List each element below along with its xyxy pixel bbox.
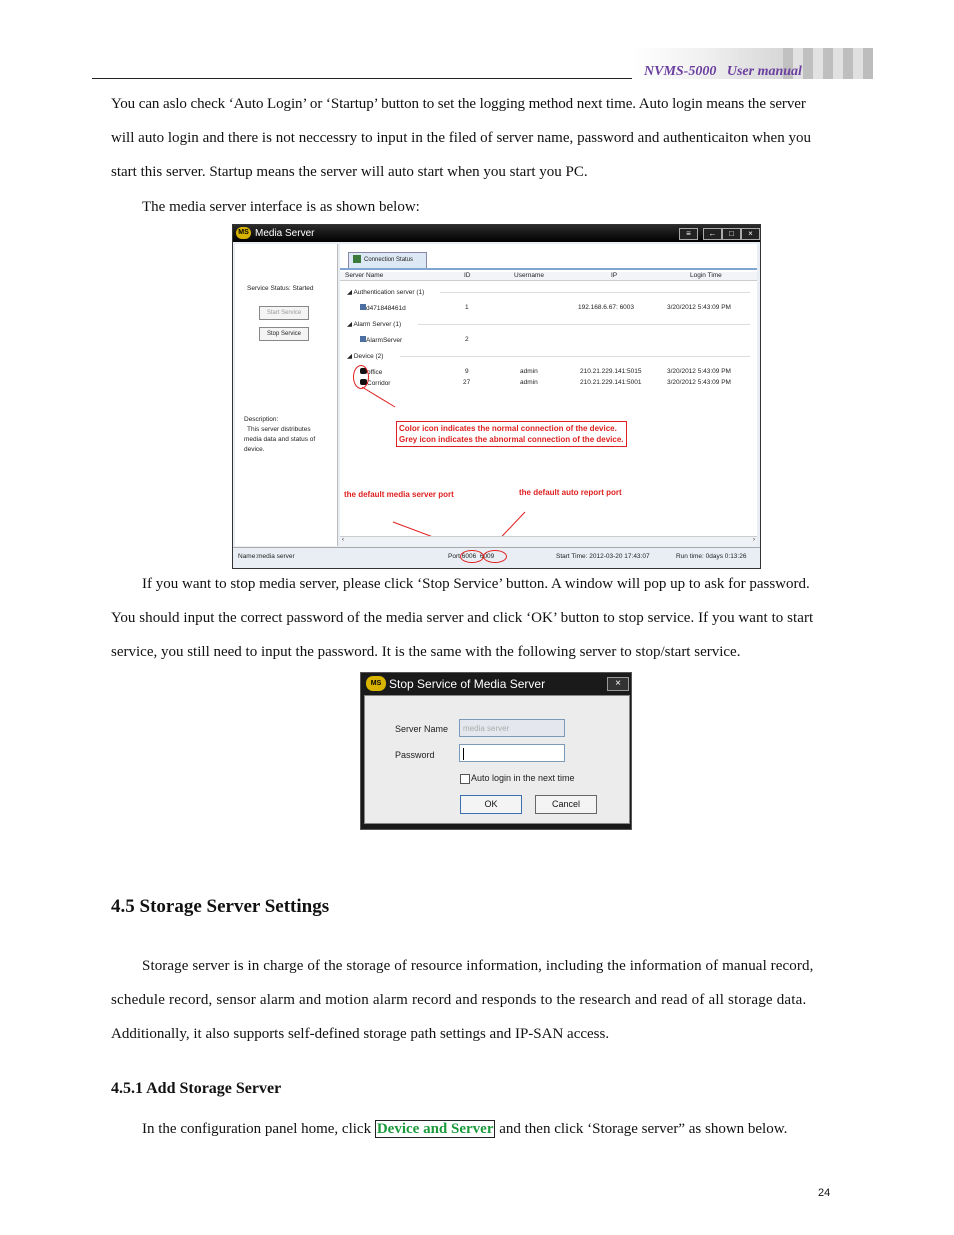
port-label: Port: [448,553,462,560]
text-line: service, you still need to input the password. It is the same with the following server to stop/start service. [111,644,741,660]
row-ip: 192.168.6.67: 6003 [578,304,635,311]
group-label: Authentication server (1) [353,289,425,296]
report-port-value: 6009 [479,553,495,560]
menu-icon[interactable]: ≡ [679,228,698,240]
subsection-heading: 4.5.1 Add Storage Server [111,1080,282,1097]
text-cursor [463,748,464,760]
row-id: 2 [465,336,469,343]
device-and-server-link[interactable]: Device and Server [376,1121,494,1137]
password-label: Password [395,750,435,760]
intro-caption [142,190,420,224]
group-label: Alarm Server (1) [353,321,402,328]
report-port-circle [483,550,507,563]
server-name-label: Server Name [395,724,449,734]
text-line: You can aslo check ‘Auto Login’ or ‘Startup’ button to set the logging method next time. Auto login means the server [111,96,806,112]
stop-service-dialog [360,672,632,830]
row-name: Corridor [367,380,391,387]
col-login-time[interactable]: Login Time [690,272,722,279]
status-start-time: Start Time: 2012-03-20 17:43:07 [556,553,650,560]
auto-login-label[interactable]: Auto login in the next time [471,773,575,783]
row-ip: 210.21.229.141:5001 [580,379,642,386]
group-device[interactable]: ◢ Device (2) [347,353,384,360]
row-time: 3/20/2012 5:43:09 PM [667,368,731,375]
status-run-time: Run time: 0days 0:13:26 [676,553,747,560]
row-user: admin [520,368,538,375]
section-heading: 4.5 Storage Server Settings [111,896,330,917]
media-server-window [232,224,761,569]
horizontal-scrollbar[interactable] [340,536,757,546]
stop-service-paragraph [111,567,847,669]
row-name: d471848461d [366,305,406,312]
cancel-button[interactable]: Cancel [535,795,597,814]
ms-logo-icon: MS [236,227,251,239]
port-circle [460,550,484,563]
status-name: Name:media server [238,553,295,560]
status-bar [233,547,760,568]
row-id: 1 [465,304,469,311]
storage-paragraph [111,949,847,1051]
col-id[interactable]: ID [464,272,471,279]
row-id: 27 [463,379,471,386]
description-line: media data and status of [244,436,316,443]
annotation-arrows [340,244,757,546]
server-name-field[interactable]: media server [459,719,565,737]
icon-annotation-box [396,421,627,447]
connection-pane [340,244,757,546]
text-line: Additionally, it also supports self-defined storage path settings and IP-SAN access. [111,1026,610,1042]
port-value: 6006 [461,553,477,560]
row-id: 9 [465,368,469,375]
text-line: The media server interface is as shown below: [142,199,420,215]
start-service-button[interactable]: Start Service [259,306,309,320]
row-time: 3/20/2012 5:43:09 PM [667,304,731,311]
header-rule [92,78,632,79]
annotation-line: Color icon indicates the normal connection of the device. [399,424,617,433]
intro-paragraph [111,87,847,189]
group-authentication[interactable]: ◢ Authentication server (1) [347,289,425,296]
row-name: AlarmServer [366,337,403,344]
row-time: 3/20/2012 5:43:09 PM [667,379,731,386]
group-label: Device (2) [353,353,384,360]
scroll-left-icon[interactable]: ‹ [342,537,344,543]
password-field[interactable] [459,744,565,762]
dialog-body [364,695,630,824]
annotation-line: Grey icon indicates the abnormal connection of the device. [399,435,624,444]
text-pre: In the configuration panel home, click [142,1121,375,1137]
maximize-icon[interactable]: □ [722,228,741,240]
col-username[interactable]: Username [514,272,544,279]
text-line: schedule record, sensor alarm and motion alarm record and responds to the research and read of all storage data. [111,992,807,1008]
row-name: office [367,369,383,376]
dialog-title: Stop Service of Media Server [389,677,546,691]
text-line: You should input the correct password of the media server and click ‘OK’ button to stop service. If you want to start [111,610,814,626]
ms-logo-icon: MS [366,676,386,691]
ok-button[interactable]: OK [460,795,522,814]
col-ip[interactable]: IP [611,272,618,279]
left-pane [235,244,338,546]
description-line: device. [244,446,265,453]
stop-service-button[interactable]: Stop Service [259,327,309,341]
scroll-right-icon[interactable]: › [753,537,755,543]
text-line: start this server. Startup means the server will auto start when you start you PC. [111,164,588,180]
report-port-annotation: the default auto report port [519,488,622,497]
group-alarm[interactable]: ◢ Alarm Server (1) [347,321,402,328]
page-number: 24 [818,1187,831,1199]
text-post: and then click ‘Storage server” as shown below. [495,1121,788,1137]
row-user: admin [520,379,538,386]
service-status: Service Status: Started [247,285,314,292]
close-icon[interactable]: × [741,228,760,240]
text-line: If you want to stop media server, please click ‘Stop Service’ button. A window will pop up to ask for password. [142,576,810,592]
window-title: Media Server [255,228,315,239]
port-annotation: the default media server port [344,490,454,499]
text-line: will auto login and there is not neccessry to input in the filed of server name, password and authenticaiton when you [111,130,812,146]
col-server-name[interactable]: Server Name [345,272,384,279]
doc-title: NVMS-5000 [644,64,717,79]
config-paragraph [142,1112,787,1146]
text-line: Storage server is in charge of the storage of resource information, including the information of manual record, [142,958,814,974]
description-line: This server distributes [247,426,311,433]
row-ip: 210.21.229.141:5015 [580,368,642,375]
close-icon[interactable]: × [607,677,629,691]
back-icon[interactable]: ← [703,228,722,240]
doc-subtitle: User manual [726,64,802,79]
window-titlebar [233,225,760,242]
description-label: Description: [244,416,279,423]
tab-label: Connection Status [364,257,414,263]
auto-login-checkbox[interactable] [460,774,470,784]
header-title [644,64,802,80]
